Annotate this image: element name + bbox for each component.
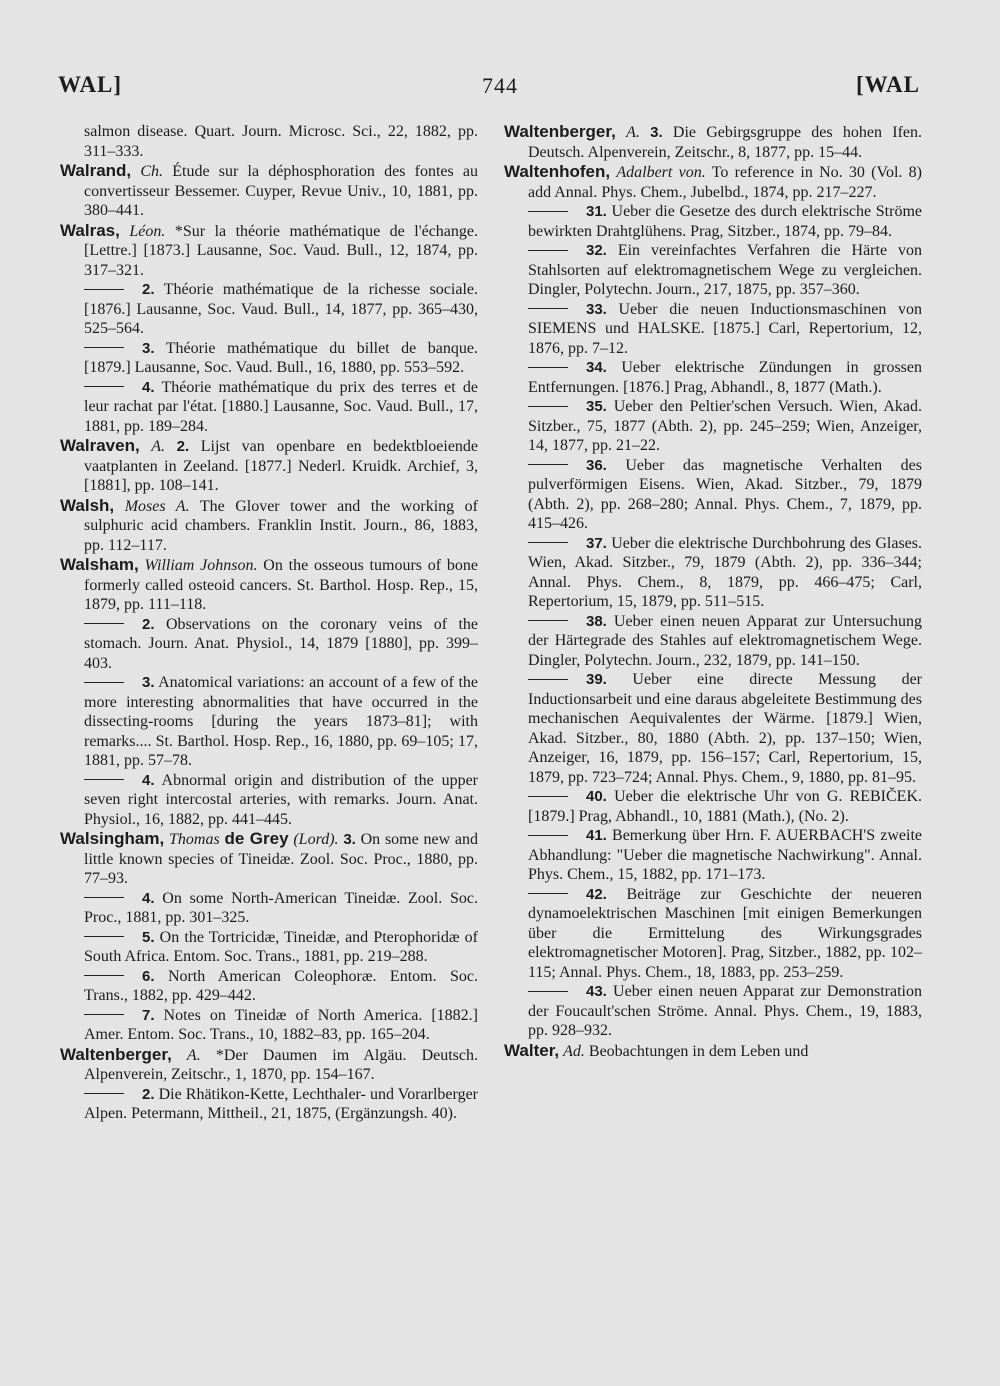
ditto-dash <box>84 779 124 780</box>
entry-number: 7. <box>142 1006 155 1024</box>
entry-number: 38. <box>586 612 607 630</box>
ditto-dash <box>84 682 124 683</box>
author-entry <box>60 1045 478 1085</box>
citation-text: Étude sur la déphosphoration des fontes au convertisseur Bessemer. Cuyper, Revue Univ., 10, 1881, pp. 380–441. <box>84 163 479 219</box>
citation-text: Ueber den Peltier'schen Versuch. Wien, Akad. Sitzber., 75, 1877 (Abth. 2), pp. 245–259; Wien, Anzeiger, 14, 1877, pp. 21–22. <box>528 398 922 454</box>
author-forename: Léon. <box>129 222 166 240</box>
author-forename: A. <box>186 1046 201 1064</box>
sub-entry <box>504 885 922 983</box>
sub-entry <box>504 300 922 359</box>
sub-entry <box>60 967 478 1006</box>
ditto-dash <box>84 386 124 387</box>
citation-text: On the Tortricidæ, Tineidæ, and Pterophoridæ of South Africa. Entom. Soc. Trans., 1881, pp. 219–288. <box>84 928 479 965</box>
author-title: (Lord). <box>293 831 339 848</box>
author-entry <box>504 162 922 202</box>
citation-text: On the osseous tumours of bone formerly called osteoid cancers. St. Barthol. Hosp. Rep., 15, 1879, pp. 111–118. <box>84 557 479 613</box>
author-name: Waltenberger, <box>504 122 616 141</box>
ditto-dash <box>84 897 124 898</box>
ditto-dash <box>528 542 568 543</box>
citation-text: Ueber das magnetische Verhalten des pulverförmigen Eisens. Wien, Akad. Sitzber., 79, 1879 (Abth. 2), pp. 268–280; Annal. Phys. Chem., 7, 1879, pp. 415–426. <box>528 456 922 532</box>
entry-number: 2. <box>142 281 155 298</box>
citation-text: Ein vereinfachtes Verfahren die Härte von Stahlsorten auf elektromagnetischem Wege zu vergleichen. Dingler, Polytechn. Journ., 217, 1875, pp. 357–360. <box>528 242 923 298</box>
sub-entry <box>504 787 922 826</box>
sub-entry <box>60 889 478 928</box>
sub-entry <box>60 339 478 378</box>
entry-number: 36. <box>586 456 607 474</box>
author-forename: Ch. <box>140 163 164 180</box>
ditto-dash <box>84 289 124 290</box>
author-name: Walrand, <box>60 161 132 180</box>
citation-text: Anatomical variations: an account of a few of the more interesting abnormalities that have occurred in the dissecting-rooms [during the years 1873–81]; with remarks.... St. Barthol. Hosp. Rep., 16, 1880, pp. 69–105; 17, 1881, pp. 57–78. <box>84 674 478 769</box>
author-name: Walraven, <box>60 436 140 455</box>
ditto-dash <box>528 679 568 680</box>
citation-text: Die Rhätikon-Kette, Lechthaler- und Vorarlberger Alpen. Petermann, Mittheil., 21, 1875, (Ergänzungsh. 40). <box>84 1085 479 1122</box>
author-entry <box>60 436 478 496</box>
author-entry <box>60 221 478 281</box>
citation-text: North American Coleophoræ. Entom. Soc. Trans., 1882, pp. 429–442. <box>84 967 479 1004</box>
citation-text: Ueber die Gesetze des durch elektrische Ströme bewirkten Drahtglühens. Prag, Sitzber., 1874, pp. 79–84. <box>528 203 922 240</box>
citation-text: Théorie mathématique de la richesse sociale. [1876.] Lausanne, Soc. Vaud. Bull., 14, 1877, pp. 365–430, 525–564. <box>84 281 479 337</box>
author-entry <box>60 496 478 556</box>
citation-text: Die Gebirgsgruppe des hohen Ifen. Deutsch. Alpenverein, Zeitschr., 8, 1877, pp. 15–44. <box>528 124 923 161</box>
author-forename: A. <box>626 124 640 141</box>
sub-entry <box>504 670 922 787</box>
citation-text: Ueber einen neuen Apparat zur Untersuchung der Härtegrade des Stahles auf elektromagnetischem Wege. Dingler, Polytechn. Journ., 232, 1879, pp. 141–150. <box>528 612 922 669</box>
author-forename: Adalbert von. <box>616 164 706 181</box>
sub-entry <box>504 456 922 534</box>
author-name: Walras, <box>60 220 120 240</box>
author-name: Walter, <box>504 1040 560 1060</box>
entry-number: 2. <box>176 438 190 455</box>
author-name: Walsingham, <box>60 829 165 848</box>
entry-number: 3. <box>343 831 356 848</box>
ditto-dash <box>528 991 568 992</box>
citation-text: Lijst van openbare en bedektbloeiende vaatplanten in Zeeland. [1877.] Nederl. Kruidk. Archief, 3, [1881], pp. 108–141. <box>84 438 479 494</box>
author-forename: Moses A. <box>124 497 190 515</box>
author-forename: William Johnson. <box>144 557 258 574</box>
sub-entry <box>60 1085 478 1124</box>
ditto-dash <box>528 367 568 368</box>
ditto-dash <box>528 620 568 621</box>
citation-text: To reference in No. 30 (Vol. 8) add Annal. Phys. Chem., Jubelbd., 1874, pp. 217–227. <box>528 164 923 201</box>
citation-text: On some North-American Tineidæ. Zool. Soc. Proc., 1881, pp. 301–325. <box>84 889 479 926</box>
running-head-right: [WAL <box>855 72 920 97</box>
page-number: 744 <box>482 73 518 98</box>
sub-entry <box>60 615 478 674</box>
author-entry <box>504 122 922 162</box>
citation-text: Ueber einen neuen Apparat zur Demonstration der Foucault'schen Ströme. Annal. Phys. Chem., 19, 1883, pp. 928–932. <box>528 983 922 1039</box>
entry-number: 6. <box>142 967 155 985</box>
sub-entry <box>504 534 922 612</box>
entry-number: 4. <box>142 771 155 789</box>
entry-number: 37. <box>586 534 607 552</box>
sub-entry <box>60 378 478 437</box>
citation-text: Abnormal origin and distribution of the upper seven right intercostal arteries, with remarks. Journ. Anat. Physiol., 16, 1882, pp. 441–445. <box>84 771 479 828</box>
entry-number: 34. <box>586 359 607 376</box>
sub-entry <box>504 202 922 241</box>
author-forename: Thomas <box>169 831 220 848</box>
sub-entry <box>60 771 478 830</box>
citation-text: *Sur la théorie mathématique de l'échange. [Lettre.] [1873.] Lausanne, Soc. Vaud. Bull., 12, 1874, pp. 317–321. <box>84 222 478 279</box>
author-name: Waltenberger, <box>60 1044 172 1064</box>
sub-entry <box>60 280 478 339</box>
running-head-left: WAL] <box>58 72 123 97</box>
entry-number: 43. <box>586 983 607 1000</box>
author-entry <box>60 161 478 221</box>
sub-entry <box>504 241 922 300</box>
entry-number: 39. <box>586 671 607 688</box>
citation-text: Observations on the coronary veins of the stomach. Journ. Anat. Physiol., 14, 1879 [1880], pp. 399–403. <box>84 615 479 672</box>
citation-text: Théorie mathématique du billet de banque. [1879.] Lausanne, Soc. Vaud. Bull., 16, 1880, pp. 553–592. <box>84 339 478 376</box>
entry-number: 33. <box>586 300 607 318</box>
sub-entry <box>504 982 922 1041</box>
entry-number: 2. <box>142 615 155 633</box>
citation-text: Bemerkung über Hrn. F. AUERBACH'S zweite Abhandlung: "Ueber die magnetische Nachwirkung". Annal. Phys. Chem., 15, 1882, pp. 171–173. <box>528 827 923 883</box>
citation-text: Beiträge zur Geschichte der neueren dynamoelektrischen Maschinen [mit einigen Bemerkungen über die Ermittelung des Wirkungsgrades elektromagnetischer Motoren]. Prag, Sitzber., 1882, pp. 102–115; Annal. Phys. Chem., 18, 1883, pp. 253–259. <box>528 885 923 981</box>
citation-text: *Der Daumen im Algäu. Deutsch. Alpenverein, Zeitschr., 1, 1870, pp. 154–167. <box>84 1046 479 1083</box>
ditto-dash <box>528 464 568 465</box>
right-column <box>504 122 922 1061</box>
citation-text: Ueber eine directe Messung der Inductionsarbeit und eine daraus abgeleitete Bestimmung des mechanischen Aequivalentes der Wärme. [1879.] Wien, Akad. Sitzber., 80, 1880 (Abth. 2), pp. 137–150; Wien, Anzeiger, 16, 1879, pp. 156–157; Carl, Repertorium, 15, 1879, pp. 723–724; Annal. Phys. Chem., 9, 1880, pp. 81–95. <box>528 671 923 786</box>
citation-text: Ueber die elektrische Uhr von G. REBIČEK. [1879.] Prag, Abhandl., 10, 1881 (Math.), (No. 2). <box>528 788 923 825</box>
sub-entry <box>60 1006 478 1045</box>
sub-entry <box>60 673 478 771</box>
entry-number: 41. <box>586 827 607 844</box>
citation-text: The Glover tower and the working of sulphuric acid chambers. Franklin Instit. Journ., 86, 1883, pp. 112–117. <box>84 497 478 554</box>
ditto-dash <box>84 936 124 937</box>
sub-entry <box>504 358 922 397</box>
sub-entry <box>504 826 922 885</box>
entry-number: 40. <box>586 788 607 805</box>
entry-number: 5. <box>142 928 155 946</box>
ditto-dash <box>528 211 568 212</box>
ditto-dash <box>528 893 568 894</box>
citation-text: Ueber die elektrische Durchbohrung des Glases. Wien, Akad. Sitzber., 79, 1879 (Abth. 2), pp. 336–344; Annal. Phys. Chem., 8, 1879, pp. 466–475; Carl, Repertorium, 15, 1879, pp. 511–515. <box>528 534 923 610</box>
citation-text: Théorie mathématique du prix des terres et de leur rachat par l'état. [1880.] Lausanne, Soc. Vaud. Bull., 17, 1881, pp. 189–284. <box>84 378 478 435</box>
entry-number: 4. <box>142 378 155 396</box>
citation-text: Notes on Tineidæ of North America. [1882.] Amer. Entom. Soc. Trans., 10, 1882–83, pp. 165–204. <box>84 1006 479 1043</box>
entry-number: 3. <box>142 674 155 691</box>
ditto-dash <box>528 308 568 309</box>
ditto-dash <box>528 406 568 407</box>
continued-entry <box>60 122 478 161</box>
author-name: Walsh, <box>60 495 115 515</box>
author-entry <box>60 829 478 889</box>
ditto-dash <box>84 347 124 348</box>
sub-entry <box>504 612 922 671</box>
author-entry <box>60 555 478 615</box>
author-name: Walsham, <box>60 555 139 574</box>
citation-text: Ueber elektrische Zündungen in grossen Entfernungen. [1876.] Prag, Abhandl., 8, 1877 (Math.). <box>528 359 922 396</box>
ditto-dash <box>84 1014 124 1015</box>
author-entry <box>504 1041 922 1062</box>
citation-text: Beobachtungen in dem Leben und <box>588 1042 809 1060</box>
ditto-dash <box>84 623 124 624</box>
sub-entry <box>504 397 922 456</box>
left-column <box>60 122 478 1124</box>
author-name-continued: de Grey <box>224 829 289 848</box>
ditto-dash <box>84 1093 124 1094</box>
sub-entry <box>60 928 478 967</box>
entry-number: 4. <box>142 889 155 907</box>
author-name: Waltenhofen, <box>504 162 611 181</box>
citation-text: Ueber die neuen Inductionsmaschinen von SIEMENS und HALSKE. [1875.] Carl, Repertorium, 12, 1876, pp. 7–12. <box>528 300 922 357</box>
entry-number: 3. <box>142 339 155 357</box>
citation-text: salmon disease. Quart. Journ. Microsc. Sci., 22, 1882, pp. 311–333. <box>84 123 478 160</box>
ditto-dash <box>528 835 568 836</box>
entry-number: 31. <box>586 203 607 220</box>
ditto-dash <box>84 975 124 976</box>
entry-number: 2. <box>142 1085 155 1103</box>
entry-number: 42. <box>586 885 607 903</box>
author-forename: A. <box>151 438 166 455</box>
author-forename: Ad. <box>563 1042 585 1060</box>
entry-number: 35. <box>586 398 607 415</box>
ditto-dash <box>528 796 568 797</box>
citation-text: On some new and little known species of Tineidæ. Zool. Soc. Proc., 1880, pp. 77–93. <box>84 831 479 887</box>
ditto-dash <box>528 250 568 251</box>
entry-number: 3. <box>650 124 663 141</box>
entry-number: 32. <box>586 242 607 259</box>
